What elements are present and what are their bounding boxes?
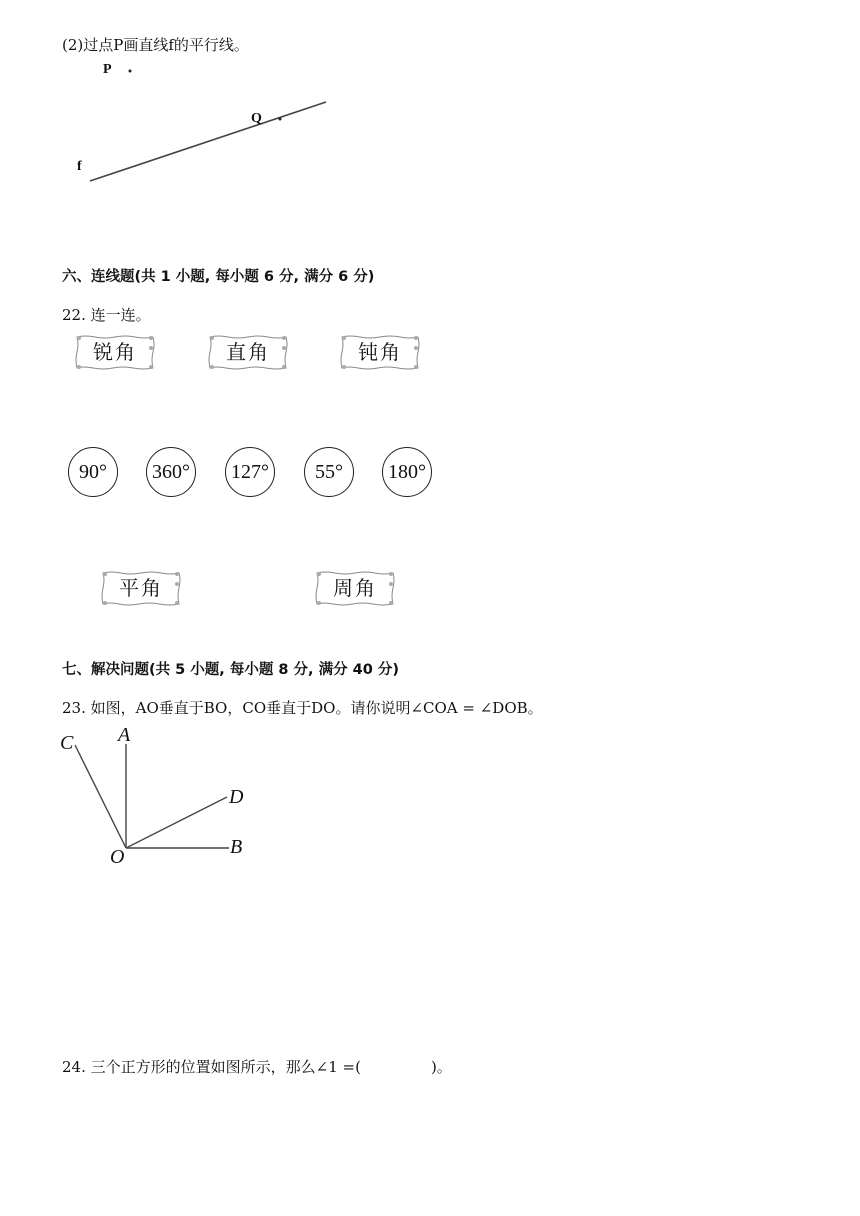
degree-circle-55[interactable]: 55° xyxy=(304,447,354,497)
label-a: A xyxy=(118,724,131,746)
question-24-suffix: )。 xyxy=(430,1058,452,1076)
card-full-angle[interactable] xyxy=(315,570,395,606)
card-obtuse-angle[interactable] xyxy=(340,334,420,370)
line-f-label: f xyxy=(77,159,82,174)
angle-figure xyxy=(55,722,275,872)
question-22-text: 22. 连一连。 xyxy=(62,306,151,324)
degree-circle-90[interactable]: 90° xyxy=(68,447,118,497)
line-f xyxy=(90,102,326,181)
point-p-dot xyxy=(129,70,132,73)
point-q-dot xyxy=(279,118,282,121)
card-right-angle[interactable] xyxy=(208,334,288,370)
card-right-label: 直角 xyxy=(226,340,270,364)
card-acute-label: 锐角 xyxy=(93,340,137,364)
degree-circle-360[interactable]: 360° xyxy=(146,447,196,497)
question-21-part2-text: (2)过点P画直线f的平行线。 xyxy=(62,36,249,54)
card-acute-angle[interactable] xyxy=(75,334,155,370)
card-obtuse-label: 钝角 xyxy=(358,340,402,364)
question-23-text: 23. 如图，AO垂直于BO，CO垂直于DO。请你说明∠COA = ∠DOB。 xyxy=(62,699,543,717)
card-straight-label: 平角 xyxy=(119,576,163,600)
section-6-title: 六、连线题(共 1 小题, 每小题 6 分, 满分 6 分) xyxy=(62,269,375,285)
card-straight-angle[interactable] xyxy=(101,570,181,606)
parallel-line-figure xyxy=(62,55,352,195)
label-d: D xyxy=(229,786,244,808)
card-full-label: 周角 xyxy=(333,576,377,600)
ray-oc xyxy=(75,745,126,848)
ray-od xyxy=(126,797,227,848)
degree-circle-180[interactable]: 180° xyxy=(382,447,432,497)
question-24-text xyxy=(62,1056,452,1077)
degree-circle-127[interactable]: 127° xyxy=(225,447,275,497)
label-c: C xyxy=(60,732,74,754)
label-b: B xyxy=(230,836,243,858)
section-7-title: 七、解决问题(共 5 小题, 每小题 8 分, 满分 40 分) xyxy=(62,662,400,678)
point-q-label: Q xyxy=(251,111,262,126)
label-o: O xyxy=(110,846,125,868)
point-p-label: P xyxy=(103,62,112,77)
question-24-prefix: 24. 三个正方形的位置如图所示，那么∠1 =( xyxy=(62,1058,361,1076)
